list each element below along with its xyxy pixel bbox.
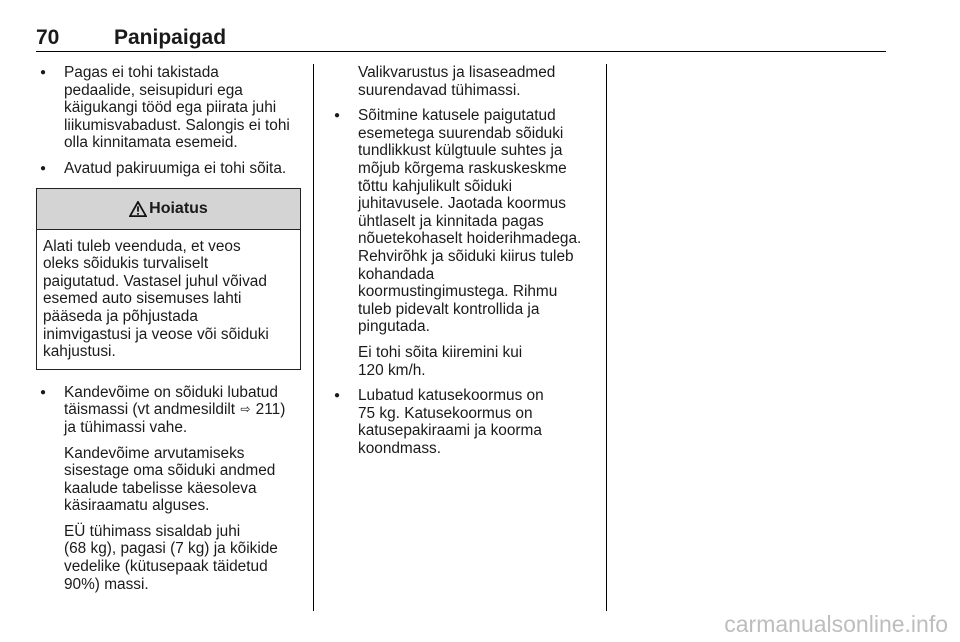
paragraph: EÜ tühimass sisaldab juhi (68 kg), pagasi (7 kg) ja kõikide vedelike (kütusepaak täidetud 90%) massi. — [64, 522, 278, 593]
column-left — [36, 64, 301, 601]
chapter-title: Panipaigad — [114, 26, 227, 49]
paragraph: Ei tohi sõita kiiremini kui 120 km/h. — [358, 343, 523, 379]
warning-header — [37, 189, 300, 230]
column-middle — [330, 64, 600, 465]
page-reference-arrow-icon[interactable]: ⇨ — [240, 402, 251, 417]
paragraph: Valikvarustus ja lisaseadmed suurendavad tühimassi. — [358, 64, 556, 99]
warning-body: Alati tuleb veenduda, et veos oleks sõidukis turvaliselt paigutatud. Vastasel juhul võivad esemed auto sisemuses lahti pääseda ja põhjustada inimvigastusi ja veose või sõiduki kahjustusi. — [43, 237, 269, 361]
list-item: ● Avatud pakiruumiga ei tohi sõita. — [36, 160, 301, 178]
warning-triangle-icon — [129, 201, 147, 217]
watermark: carmanualsonline.info — [724, 611, 948, 637]
warning-title: Hoiatus — [149, 199, 208, 217]
page-header — [36, 26, 886, 52]
paragraph: Kandevõime arvutamiseks sisestage oma sõiduki andmed kaalude tabelisse käesoleva käsiraamatu alguses. — [64, 444, 276, 515]
list-item: ● Lubatud katusekoormus on 75 kg. Katusekoormus on katusepakiraami ja koorma koondmass. — [330, 387, 600, 457]
list-item: ● Sõitmine katusele paigutatud esemetega suurendab sõiduki tundlikkust külgtuule suhtes ja mõjub kõrgema raskuskeskme tõttu kahjulikult sõiduki juhitavusele. Jaotada koormus ühtlaselt ja kinnitada pagas nõuetekohaselt hoiderihmadega. Rehvirõhk ja sõiduki kiirus tuleb kohandada koormustingimustega. Rihmu tuleb pidevalt kontrollida ja pingutada. — [330, 107, 600, 336]
warning-box — [36, 188, 301, 370]
header-rule — [36, 51, 886, 52]
list-item: ● Pagas ei tohi takistada pedaalide, seisupiduri ega käigukangi tööd ega piirata juhi liikumisvabadust. Salongis ei tohi olla kinnitamata esemeid. — [36, 64, 301, 152]
page-number: 70 — [36, 26, 60, 49]
column-divider — [606, 64, 607, 611]
column-divider — [313, 64, 314, 611]
list-item: ● Kandevõime on sõiduki lubatud täismassi (vt andmesildilt ⇨ 211) ja tühimassi vahe. — [36, 384, 301, 437]
